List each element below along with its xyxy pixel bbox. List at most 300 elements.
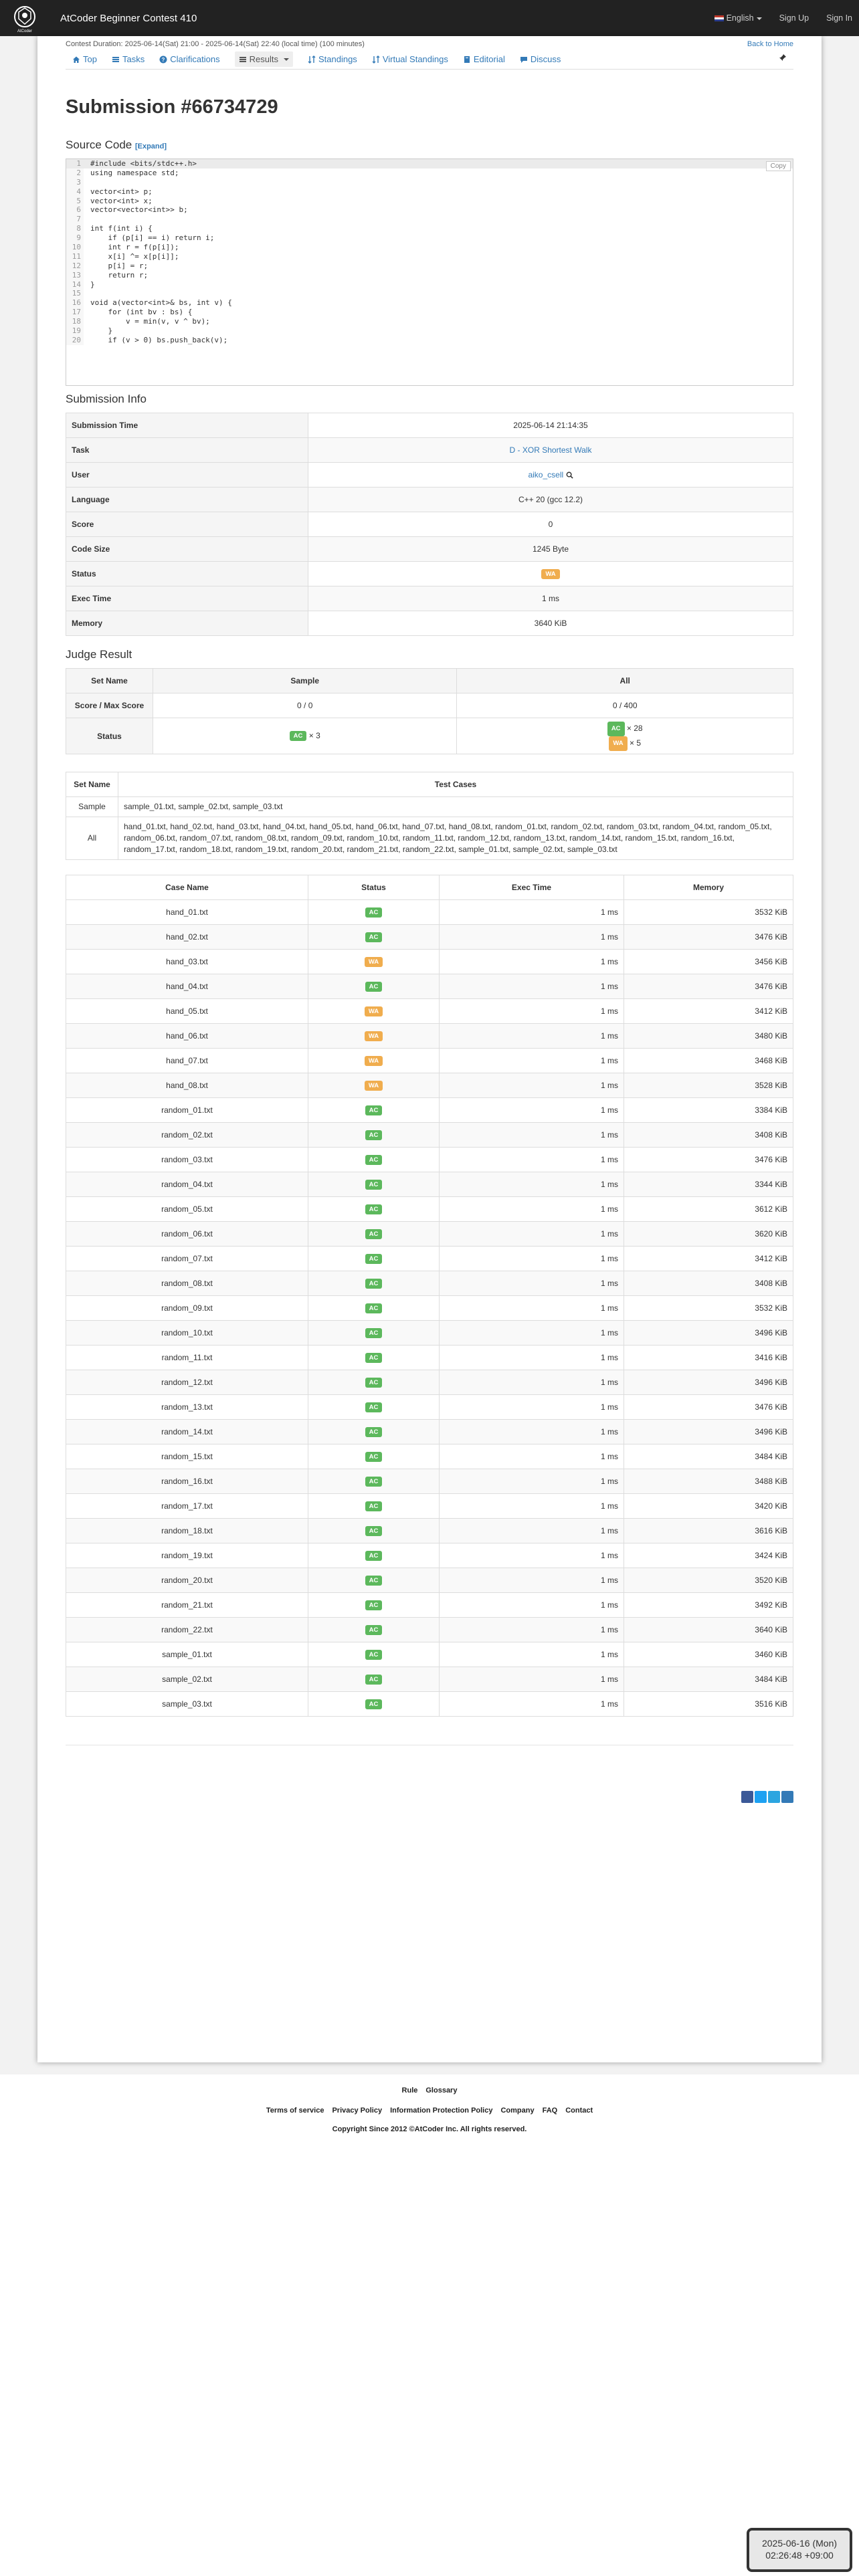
case-exec-time: 1 ms: [440, 1395, 624, 1420]
case-memory: 3496 KiB: [624, 1420, 793, 1444]
table-row: [66, 1049, 793, 1073]
language-dropdown[interactable]: [714, 13, 762, 23]
twitter-share-icon[interactable]: [755, 1791, 767, 1803]
case-exec-time: 1 ms: [440, 1519, 624, 1543]
line-number: 2: [66, 169, 84, 178]
line-number: 14: [66, 280, 84, 290]
tab-label: Editorial: [473, 54, 505, 64]
set-all-cases: hand_01.txt, hand_02.txt, hand_03.txt, hand_04.txt, hand_05.txt, hand_06.txt, hand_07.txt, hand_08.txt, random_01.txt, random_02.txt, random_03.txt, random_04.txt, random_05.txt, random_06.txt, random_07.txt, random_08.txt, random_09.txt, random_10.txt, random_11.txt, random_12.txt, random_13.txt, random_14.txt, random_15.txt, random_16.txt, random_17.txt, random_18.txt, random_19.txt, random_20.txt, random_21.txt, random_22.txt, sample_01.txt, sample_02.txt, sample_03.txt: [118, 817, 793, 860]
case-memory: 3516 KiB: [624, 1692, 793, 1717]
case-status: [308, 974, 440, 999]
status-badge: AC: [365, 1105, 383, 1115]
case-name: random_07.txt: [66, 1247, 308, 1271]
tab-virtual-standings[interactable]: [372, 54, 448, 64]
code-line: [66, 243, 793, 252]
table-row: [66, 1593, 793, 1618]
code-line: [66, 233, 793, 243]
case-status: [308, 1148, 440, 1172]
line-number: 9: [66, 233, 84, 243]
status-count: × 3: [308, 730, 320, 740]
table-row: [66, 1444, 793, 1469]
code-line: [66, 187, 793, 197]
line-text: #include <bits/stdc++.h>: [84, 159, 793, 169]
status-badge: WA: [365, 1081, 383, 1091]
line-number: 20: [66, 336, 84, 345]
case-name: random_20.txt: [66, 1568, 308, 1593]
tab-label: Standings: [318, 54, 357, 64]
case-exec-time: 1 ms: [440, 1618, 624, 1642]
col-exec-time: Exec Time: [440, 875, 624, 900]
status-label: Status: [66, 718, 153, 754]
col-memory: Memory: [624, 875, 793, 900]
case-memory: 3412 KiB: [624, 999, 793, 1024]
case-status: [308, 1321, 440, 1346]
status-badge: AC: [365, 1279, 383, 1289]
case-status: [308, 1543, 440, 1568]
line-number: 7: [66, 215, 84, 224]
case-memory: 3416 KiB: [624, 1346, 793, 1370]
line-text: }: [90, 326, 113, 336]
status-badge: AC: [365, 1254, 383, 1264]
table-row: [66, 1073, 793, 1098]
case-name: random_06.txt: [66, 1222, 308, 1247]
user-link[interactable]: aiko_csell: [528, 470, 564, 479]
source-code-heading-text: Source Code: [66, 138, 132, 151]
case-memory: 3520 KiB: [624, 1568, 793, 1593]
info-value: 2025-06-14 21:14:35: [513, 421, 588, 430]
expand-link[interactable]: [Expand]: [134, 142, 167, 150]
info-label: Submission Time: [66, 413, 308, 438]
line-number: 3: [66, 178, 84, 187]
case-name: random_02.txt: [66, 1123, 308, 1148]
source-code-heading: [66, 138, 793, 152]
case-exec-time: 1 ms: [440, 925, 624, 950]
footer-link[interactable]: Information Protection Policy: [390, 2107, 493, 2115]
status-badge: AC: [365, 1576, 383, 1586]
status-badge: AC: [365, 1526, 383, 1536]
tab-top[interactable]: [72, 54, 97, 64]
case-memory: 3532 KiB: [624, 1296, 793, 1321]
case-exec-time: 1 ms: [440, 1247, 624, 1271]
case-status: [308, 999, 440, 1024]
footer-link[interactable]: Glossary: [425, 2086, 458, 2095]
share-buttons: [741, 1791, 793, 1803]
case-status: [308, 1073, 440, 1098]
status-count: × 28: [626, 723, 643, 733]
table-row: [66, 1568, 793, 1593]
status-badge: WA: [609, 736, 627, 751]
all-score: 0 / 400: [457, 693, 793, 718]
contest-tabs: [66, 49, 793, 70]
line-number: 15: [66, 289, 84, 298]
tab-standings[interactable]: [308, 54, 357, 64]
line-text: }: [90, 280, 95, 289]
submission-info-table: [66, 413, 793, 636]
case-exec-time: 1 ms: [440, 1049, 624, 1073]
case-name: random_18.txt: [66, 1519, 308, 1543]
line-number: 10: [66, 243, 84, 252]
line-number: 16: [66, 298, 84, 308]
table-row: [66, 1321, 793, 1346]
case-exec-time: 1 ms: [440, 1568, 624, 1593]
case-exec-time: 1 ms: [440, 1024, 624, 1049]
info-value-cell: [308, 611, 793, 636]
table-row: [66, 900, 793, 925]
table-row: [66, 1098, 793, 1123]
info-label: Code Size: [66, 537, 308, 562]
status-badge: AC: [365, 1303, 383, 1313]
telegram-share-icon[interactable]: [768, 1791, 780, 1803]
case-name: random_15.txt: [66, 1444, 308, 1469]
table-row: [66, 1519, 793, 1543]
case-status: [308, 1420, 440, 1444]
info-row: [66, 611, 793, 636]
tab-results[interactable]: [235, 51, 293, 67]
case-name: random_03.txt: [66, 1148, 308, 1172]
info-row: [66, 488, 793, 512]
status-badge: AC: [365, 1551, 383, 1561]
test-case-sets-table: [66, 772, 793, 860]
footer-link[interactable]: Terms of service: [266, 2107, 324, 2115]
case-status: [308, 1296, 440, 1321]
line-text: [84, 178, 793, 187]
code-line: [66, 298, 793, 308]
question-icon: [159, 56, 167, 64]
case-exec-time: 1 ms: [440, 1222, 624, 1247]
tab-discuss[interactable]: [520, 54, 561, 64]
status-badge: AC: [365, 982, 383, 992]
clock-face: [749, 2531, 850, 2569]
case-exec-time: 1 ms: [440, 1346, 624, 1370]
case-exec-time: 1 ms: [440, 1271, 624, 1296]
tab-tasks[interactable]: [112, 54, 145, 64]
info-row: [66, 562, 793, 586]
table-row: [66, 1024, 793, 1049]
table-row: [66, 1618, 793, 1642]
svg-text:AtCoder: AtCoder: [17, 29, 33, 33]
sample-status: [153, 718, 457, 754]
case-exec-time: 1 ms: [440, 900, 624, 925]
case-memory: 3476 KiB: [624, 925, 793, 950]
info-label: Language: [66, 488, 308, 512]
case-memory: 3408 KiB: [624, 1123, 793, 1148]
table-row: [66, 1296, 793, 1321]
code-line: [66, 169, 793, 178]
status-badge: AC: [365, 1625, 383, 1635]
case-name: sample_02.txt: [66, 1667, 308, 1692]
source-code-box[interactable]: [66, 158, 793, 386]
set-sample-cases: sample_01.txt, sample_02.txt, sample_03.txt: [118, 797, 793, 817]
case-status: [308, 1271, 440, 1296]
judge-result-heading: Judge Result: [66, 648, 132, 661]
status-badge: WA: [541, 569, 559, 579]
list-icon: [239, 56, 247, 64]
case-status: [308, 1469, 440, 1494]
judge-result-table: [66, 668, 793, 754]
table-row: [66, 1667, 793, 1692]
footer-link[interactable]: Rule: [401, 2086, 418, 2095]
case-memory: 3484 KiB: [624, 1667, 793, 1692]
col-status: Status: [308, 875, 440, 900]
table-row: [66, 950, 793, 974]
clock-widget: [747, 2528, 852, 2572]
line-number: 19: [66, 326, 84, 336]
info-value-cell: [308, 586, 793, 611]
case-memory: 3616 KiB: [624, 1519, 793, 1543]
line-text: v = min(v, v ^ bv);: [90, 317, 210, 326]
case-exec-time: 1 ms: [440, 1148, 624, 1172]
case-name: random_22.txt: [66, 1618, 308, 1642]
footer-links-secondary: [0, 2107, 859, 2115]
col-sample: Sample: [153, 669, 457, 693]
case-name: sample_03.txt: [66, 1692, 308, 1717]
case-memory: 3344 KiB: [624, 1172, 793, 1197]
all-status: [457, 718, 793, 754]
line-text: [84, 289, 793, 298]
status-badge: AC: [365, 1427, 383, 1437]
info-value: 1 ms: [541, 594, 559, 603]
line-number: 1: [66, 159, 84, 169]
language-label: English: [726, 13, 754, 23]
back-to-home-link[interactable]: Back to Home: [747, 40, 793, 48]
case-name: random_05.txt: [66, 1197, 308, 1222]
case-name: random_13.txt: [66, 1395, 308, 1420]
line-number: 5: [66, 197, 84, 206]
sign-in-link[interactable]: Sign In: [826, 13, 852, 23]
status-badge: WA: [365, 1031, 383, 1041]
case-exec-time: 1 ms: [440, 1172, 624, 1197]
info-value: 0: [548, 520, 553, 529]
line-number: 8: [66, 224, 84, 233]
caret-down-icon: [284, 58, 289, 61]
case-memory: 3492 KiB: [624, 1593, 793, 1618]
table-row: [66, 974, 793, 999]
table-row: [66, 1469, 793, 1494]
table-row: [66, 1370, 793, 1395]
case-memory: 3468 KiB: [624, 1049, 793, 1073]
case-name: sample_01.txt: [66, 1642, 308, 1667]
line-text: void a(vector<int>& bs, int v) {: [90, 298, 232, 308]
footer-link[interactable]: Contact: [565, 2107, 593, 2115]
line-number: 12: [66, 261, 84, 271]
case-memory: 3480 KiB: [624, 1024, 793, 1049]
line-text: x[i] ^= x[p[i]];: [90, 251, 179, 261]
case-name: random_14.txt: [66, 1420, 308, 1444]
case-exec-time: 1 ms: [440, 1667, 624, 1692]
main-container: [37, 36, 822, 2062]
case-status: [308, 1568, 440, 1593]
status-badge: AC: [365, 1229, 383, 1239]
line-number: 13: [66, 271, 84, 280]
table-row: [66, 1494, 793, 1519]
case-status: [308, 1370, 440, 1395]
info-label: Score: [66, 512, 308, 537]
case-name: hand_04.txt: [66, 974, 308, 999]
set-all-label: All: [66, 817, 118, 860]
contest-brand[interactable]: AtCoder Beginner Contest 410: [60, 12, 197, 24]
case-memory: 3408 KiB: [624, 1271, 793, 1296]
tab-label: Clarifications: [170, 54, 220, 64]
case-name: random_16.txt: [66, 1469, 308, 1494]
status-badge: AC: [365, 1130, 383, 1140]
case-name: random_04.txt: [66, 1172, 308, 1197]
case-exec-time: 1 ms: [440, 1420, 624, 1444]
line-text: vector<int> x;: [90, 196, 153, 205]
status-badge: AC: [365, 1353, 383, 1363]
case-name: random_10.txt: [66, 1321, 308, 1346]
contest-duration: Contest Duration: 2025-06-14(Sat) 21:00 - 2025-06-14(Sat) 22:40 (local time) (100 minutes): [66, 40, 365, 48]
case-name: hand_08.txt: [66, 1073, 308, 1098]
table-row: [66, 1197, 793, 1222]
line-text: if (v > 0) bs.push_back(v);: [90, 335, 228, 344]
case-status: [308, 1692, 440, 1717]
status-badge: AC: [365, 1204, 383, 1214]
case-status: [308, 1494, 440, 1519]
case-memory: 3384 KiB: [624, 1098, 793, 1123]
code-line: [66, 197, 793, 206]
case-status: [308, 1049, 440, 1073]
code-line: [66, 280, 793, 290]
status-badge: AC: [290, 731, 307, 741]
code-line: [66, 271, 793, 280]
table-row: [66, 1346, 793, 1370]
uk-flag-icon: [714, 15, 724, 21]
sample-score: 0 / 0: [153, 693, 457, 718]
info-row: [66, 586, 793, 611]
line-text: [84, 215, 793, 224]
case-exec-time: 1 ms: [440, 1642, 624, 1667]
copyright: Copyright Since 2012 ©AtCoder Inc. All rights reserved.: [332, 2125, 527, 2133]
case-exec-time: 1 ms: [440, 1593, 624, 1618]
case-exec-time: 1 ms: [440, 1098, 624, 1123]
facebook-share-icon[interactable]: [741, 1791, 753, 1803]
case-exec-time: 1 ms: [440, 999, 624, 1024]
case-name: hand_05.txt: [66, 999, 308, 1024]
code-line: [66, 205, 793, 215]
case-status: [308, 1098, 440, 1123]
case-detail-table: [66, 875, 793, 1717]
case-name: random_12.txt: [66, 1370, 308, 1395]
case-status: [308, 1618, 440, 1642]
set-sample-label: Sample: [66, 797, 118, 817]
line-text: p[i] = r;: [90, 261, 149, 270]
clock-date: 2025-06-16 (Mon): [761, 2538, 838, 2549]
task-link[interactable]: D - XOR Shortest Walk: [509, 445, 592, 455]
code-line: [66, 308, 793, 317]
info-label: Status: [66, 562, 308, 586]
info-value-cell: [308, 488, 793, 512]
table-row: [66, 1222, 793, 1247]
table-row: [66, 1271, 793, 1296]
tab-editorial[interactable]: [463, 54, 505, 64]
status-badge: WA: [365, 1006, 383, 1016]
col-test-cases: Test Cases: [118, 772, 793, 797]
info-row: [66, 413, 793, 438]
case-status: [308, 1519, 440, 1543]
table-row: [66, 925, 793, 950]
footer-link[interactable]: Privacy Policy: [332, 2107, 383, 2115]
line-number: 17: [66, 308, 84, 317]
pin-icon[interactable]: [779, 53, 787, 64]
atcoder-logo[interactable]: [7, 0, 43, 36]
code-line: [66, 252, 793, 261]
status-badge: AC: [365, 1180, 383, 1190]
case-status: [308, 1222, 440, 1247]
svg-text:?: ?: [161, 56, 165, 63]
table-row: [66, 1692, 793, 1717]
case-exec-time: 1 ms: [440, 950, 624, 974]
sign-up-link[interactable]: Sign Up: [779, 13, 809, 23]
case-name: hand_03.txt: [66, 950, 308, 974]
case-memory: 3532 KiB: [624, 900, 793, 925]
home-icon: [72, 56, 80, 64]
line-number: 4: [66, 187, 84, 197]
info-value-cell: [308, 413, 793, 438]
case-status: [308, 925, 440, 950]
footer-link[interactable]: Company: [500, 2107, 535, 2115]
case-exec-time: 1 ms: [440, 1073, 624, 1098]
case-memory: 3424 KiB: [624, 1543, 793, 1568]
list-icon: [112, 56, 120, 64]
info-row: [66, 537, 793, 562]
case-name: random_09.txt: [66, 1296, 308, 1321]
status-badge: AC: [365, 1378, 383, 1388]
line-number: 18: [66, 317, 84, 326]
code-line: [66, 159, 793, 169]
footer-link[interactable]: FAQ: [542, 2107, 558, 2115]
info-row: [66, 512, 793, 537]
case-memory: 3488 KiB: [624, 1469, 793, 1494]
caret-down-icon: [757, 17, 762, 20]
tab-label: Tasks: [122, 54, 145, 64]
col-set-name: Set Name: [66, 772, 118, 797]
status-badge: AC: [365, 1675, 383, 1685]
page-footer: [0, 2086, 859, 2133]
case-exec-time: 1 ms: [440, 1692, 624, 1717]
status-badge: AC: [365, 1328, 383, 1338]
case-exec-time: 1 ms: [440, 1370, 624, 1395]
case-exec-time: 1 ms: [440, 974, 624, 999]
tab-clarifications[interactable]: [159, 54, 219, 64]
line-number: 6: [66, 205, 84, 215]
case-exec-time: 1 ms: [440, 1296, 624, 1321]
code-line: [66, 326, 793, 336]
table-row: [66, 1247, 793, 1271]
case-exec-time: 1 ms: [440, 1469, 624, 1494]
code-lines: [66, 159, 793, 345]
search-icon[interactable]: [566, 471, 573, 479]
line-text: for (int bv : bs) {: [90, 308, 193, 317]
case-memory: 3620 KiB: [624, 1222, 793, 1247]
status-badge: AC: [365, 907, 383, 918]
case-exec-time: 1 ms: [440, 1444, 624, 1469]
case-memory: 3528 KiB: [624, 1073, 793, 1098]
comment-icon: [520, 56, 528, 64]
line-text: int r = f(p[i]);: [90, 243, 179, 252]
status-badge: AC: [365, 1477, 383, 1487]
table-row: [66, 1123, 793, 1148]
code-line: [66, 215, 793, 224]
copy-button[interactable]: Copy: [766, 161, 791, 171]
code-line: [66, 336, 793, 345]
case-status: [308, 1346, 440, 1370]
line-text: int f(int i) {: [90, 224, 153, 233]
col-case-name: Case Name: [66, 875, 308, 900]
col-all: All: [457, 669, 793, 693]
case-status: [308, 1593, 440, 1618]
line-text: using namespace std;: [90, 168, 179, 177]
plus-share-icon[interactable]: [781, 1791, 793, 1803]
